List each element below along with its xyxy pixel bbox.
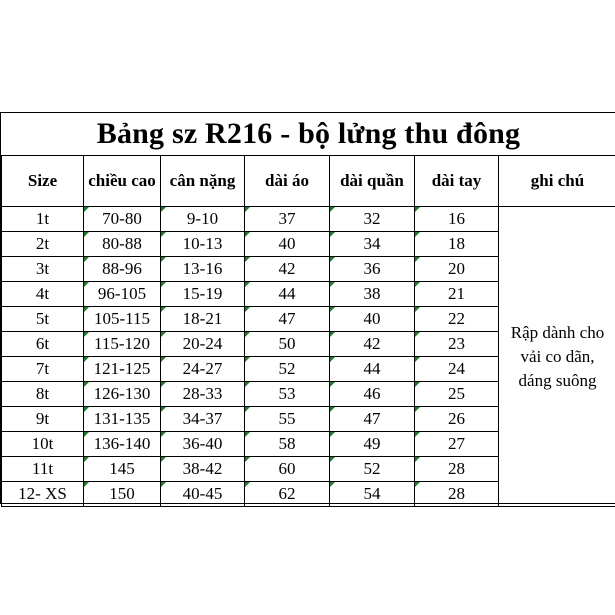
cell-height: 80-88 [84, 232, 161, 257]
cell-sleeve-length: 27 [415, 432, 499, 457]
cell-pants-length: 44 [330, 357, 415, 382]
cell-sleeve-length: 26 [415, 407, 499, 432]
cell-sleeve-length: 25 [415, 382, 499, 407]
header-shirt-length: dài áo [245, 156, 330, 207]
table-body [2, 207, 615, 507]
cell-sleeve-length: 21 [415, 282, 499, 307]
cell-sleeve-length: 18 [415, 232, 499, 257]
cell-pants-length: 52 [330, 457, 415, 482]
cell-height: 150 [84, 482, 161, 507]
cell-pants-length: 38 [330, 282, 415, 307]
cell-height: 96-105 [84, 282, 161, 307]
header-weight: cân nặng [161, 156, 245, 207]
cell-shirt-length: 62 [245, 482, 330, 507]
cell-size: 11t [2, 457, 84, 482]
cell-sleeve-length: 28 [415, 457, 499, 482]
cell-pants-length: 49 [330, 432, 415, 457]
cell-sleeve-length: 20 [415, 257, 499, 282]
cell-weight: 15-19 [161, 282, 245, 307]
cell-shirt-length: 44 [245, 282, 330, 307]
cell-sleeve-length: 23 [415, 332, 499, 357]
cell-size: 8t [2, 382, 84, 407]
cell-sleeve-length: 28 [415, 482, 499, 507]
cell-weight: 24-27 [161, 357, 245, 382]
cell-shirt-length: 52 [245, 357, 330, 382]
cell-height: 70-80 [84, 207, 161, 232]
cell-size: 10t [2, 432, 84, 457]
cell-pants-length: 42 [330, 332, 415, 357]
chart-title: Bảng sz R216 - bộ lửng thu đông [96, 117, 521, 150]
cell-sleeve-length: 22 [415, 307, 499, 332]
header-notes: ghi chú [499, 156, 615, 207]
cell-weight: 9-10 [161, 207, 245, 232]
cell-pants-length: 40 [330, 307, 415, 332]
cell-size: 6t [2, 332, 84, 357]
header-height: chiều cao [84, 156, 161, 207]
cell-weight: 38-42 [161, 457, 245, 482]
cell-weight: 40-45 [161, 482, 245, 507]
size-table [1, 155, 615, 507]
cell-pants-length: 54 [330, 482, 415, 507]
cell-height: 105-115 [84, 307, 161, 332]
cell-weight: 34-37 [161, 407, 245, 432]
cell-shirt-length: 47 [245, 307, 330, 332]
cell-height: 88-96 [84, 257, 161, 282]
cell-size: 9t [2, 407, 84, 432]
cell-shirt-length: 37 [245, 207, 330, 232]
cell-size: 4t [2, 282, 84, 307]
cell-weight: 18-21 [161, 307, 245, 332]
cell-height: 115-120 [84, 332, 161, 357]
cell-size: 2t [2, 232, 84, 257]
cell-height: 136-140 [84, 432, 161, 457]
cell-shirt-length: 42 [245, 257, 330, 282]
cell-sleeve-length: 16 [415, 207, 499, 232]
cell-pants-length: 46 [330, 382, 415, 407]
cell-shirt-length: 40 [245, 232, 330, 257]
cell-shirt-length: 60 [245, 457, 330, 482]
cell-shirt-length: 58 [245, 432, 330, 457]
cell-size: 12- XS [2, 482, 84, 507]
cell-sleeve-length: 24 [415, 357, 499, 382]
cell-height: 121-125 [84, 357, 161, 382]
cell-height: 145 [84, 457, 161, 482]
cell-weight: 28-33 [161, 382, 245, 407]
header-size: Size [2, 156, 84, 207]
notes-cell: Rập dành cho vải co dãn, dáng suông [499, 207, 615, 507]
cell-pants-length: 36 [330, 257, 415, 282]
table-row [2, 207, 615, 232]
header-pants-length: dài quần [330, 156, 415, 207]
cell-weight: 20-24 [161, 332, 245, 357]
cell-pants-length: 47 [330, 407, 415, 432]
cell-weight: 36-40 [161, 432, 245, 457]
cell-height: 131-135 [84, 407, 161, 432]
header-sleeve-length: dài tay [415, 156, 499, 207]
cell-size: 1t [2, 207, 84, 232]
cell-shirt-length: 55 [245, 407, 330, 432]
cell-size: 5t [2, 307, 84, 332]
cell-pants-length: 32 [330, 207, 415, 232]
cell-shirt-length: 53 [245, 382, 330, 407]
cell-size: 3t [2, 257, 84, 282]
cell-pants-length: 34 [330, 232, 415, 257]
cell-weight: 13-16 [161, 257, 245, 282]
cell-height: 126-130 [84, 382, 161, 407]
header-row [2, 156, 615, 207]
size-chart [0, 112, 615, 504]
cell-shirt-length: 50 [245, 332, 330, 357]
cell-weight: 10-13 [161, 232, 245, 257]
cell-size: 7t [2, 357, 84, 382]
